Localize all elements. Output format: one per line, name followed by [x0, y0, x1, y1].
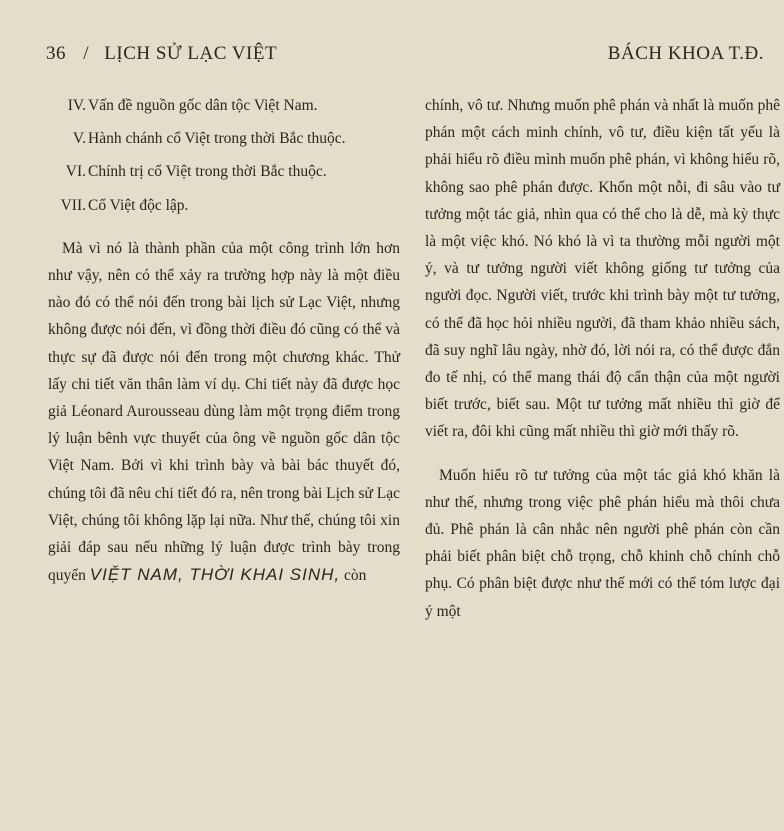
chapter-number: V. — [72, 130, 86, 148]
running-title-left: LỊCH SỬ LẠC VIỆT — [104, 43, 278, 64]
paragraph-tail: còn — [344, 567, 367, 585]
page-number: 36 — [46, 43, 66, 64]
chapter-number: VII. — [60, 196, 86, 214]
chapter-list-item — [48, 192, 400, 219]
chapter-list-item — [48, 92, 400, 119]
chapter-title: Vấn đề nguồn gốc dân tộc Việt Nam. — [88, 97, 318, 114]
chapter-number: IV. — [67, 97, 86, 114]
chapter-number: VI. — [65, 163, 86, 181]
body-paragraph: chính, vô tư. Nhưng muốn phê phán và nhất là muốn phê phán một cách minh chính, vô tư, điều kiện tất yếu là phải hiểu rõ điều mình muốn phê phán, vì không hiểu rõ, không sao phê phán được. Khốn một nỗi, đi sâu vào tư tưởng một tác giả, nhìn qua có thể cho là dễ, mà kỳ thực là một việc khó. Nó khó là vì ta thường mỗi người một ý, và tư tưởng người viết không giống tư tưởng của người đọc. Người viết, trước khi trình bày một tư tưởng, có thể đã học hỏi nhiều người, đã tham khảo nhiều sách, đã suy nghĩ lâu ngày, nhờ đó, lời nói ra, có thể được đắn đo tế nhị, có thể mang thái độ cẩn thận của một người biết trước, biết sau. Một tư tưởng mất nhiều thì giờ để viết ra, đôi khi cũng mất nhiều thì giờ mới thấy rõ. — [425, 97, 780, 441]
body-paragraph: Muốn hiểu rõ tư tưởng của một tác giả khó khăn là như thế, nhưng trong việc phê phán hiểu mà thôi chưa đủ. Phê phán là cân nhắc nên người phê phán còn cần phải biết phân biệt chỗ trọng, chỗ khinh chỗ chính chỗ phụ. Có phân biệt được như thế mới có thể tóm lược đại ý một — [425, 466, 780, 620]
chapter-list-item — [48, 125, 400, 152]
chapter-title: Cổ Việt độc lập. — [88, 196, 189, 214]
chapter-title: Hành chánh cổ Việt trong thời Bắc thuộc. — [88, 130, 346, 148]
header-separator: / — [83, 43, 90, 64]
right-column — [425, 92, 780, 625]
book-title: VIỆT NAM, THỜI KHAI SINH, — [89, 565, 341, 585]
header-left — [46, 43, 277, 65]
running-header — [46, 43, 764, 71]
chapter-list — [48, 92, 400, 219]
left-column — [48, 92, 400, 589]
chapter-title: Chính trị cổ Việt trong thời Bắc thuộc. — [88, 163, 327, 181]
body-paragraph — [48, 235, 400, 590]
chapter-list-item — [48, 158, 400, 185]
running-title-right: BÁCH KHOA T.Đ. — [607, 43, 764, 64]
paragraph-text: Mà vì nó là thành phần của một công trình lớn hơn như vậy, nên có thể xảy ra trường hợp này là một điều nào đó có thể nói đến trong bài lịch sử Lạc Việt, nhưng không được nói đến, vì đồng thời điều đó cũng có thể và thực sự đã được nói đến trong một chương khác. Thử lấy chi tiết văn thân làm ví dụ. Chi tiết này đã được học giả Léonard Aurousseau dùng làm một trọng điểm trong lý luận bênh vực thuyết của ông về nguồn gốc dân tộc Việt Nam. Bởi vì khi trình bày và bài bác thuyết đó, chúng tôi đã nêu chi tiết đó ra, nên trong bài Lịch sử Lạc Việt, chúng tôi không lặp lại nữa. Như thế, chúng tôi xin giải đáp sau nếu những lý luận được trình bày trong quyển — [48, 239, 400, 585]
